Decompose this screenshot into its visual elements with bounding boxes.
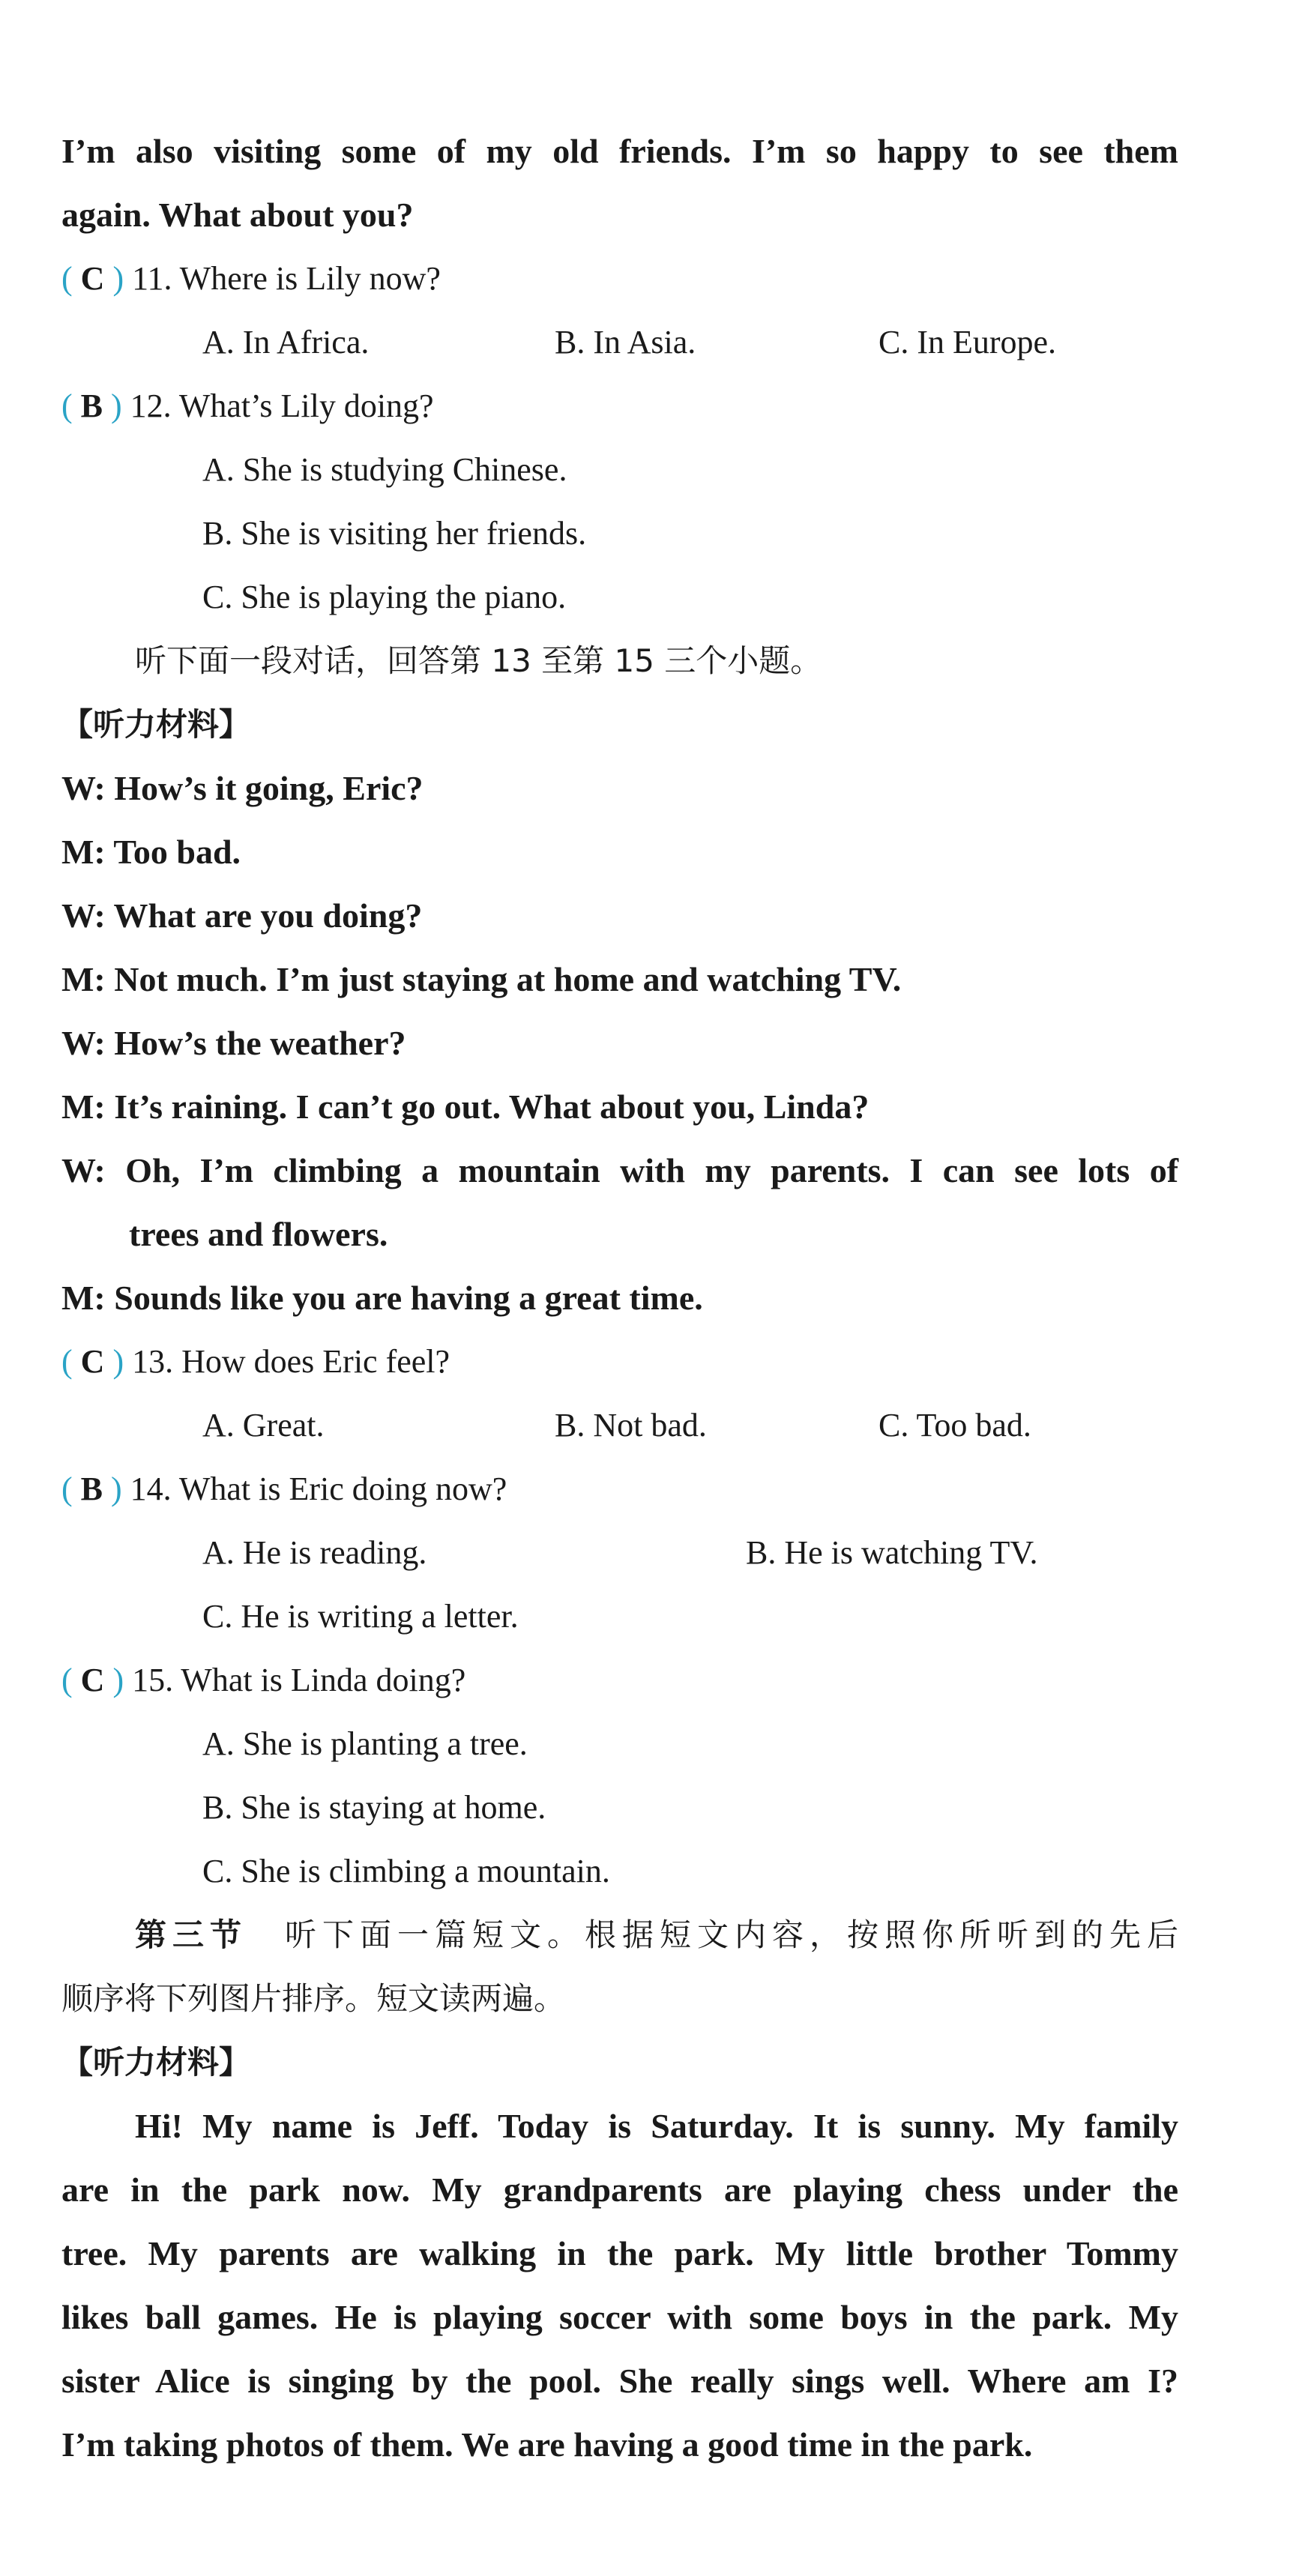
answer-bracket: ( B ) <box>61 1471 122 1507</box>
q15-option-b: B. She is staying at home. <box>202 1789 546 1826</box>
question-11 <box>61 256 1178 301</box>
dialogue-text: It’s raining. I can’t go out. What about you, Linda? <box>114 1088 870 1126</box>
dialogue-text: How’s it going, Eric? <box>114 769 424 807</box>
question-13-stem: 13. How does Eric feel? <box>132 1343 450 1380</box>
q15-option-c: C. She is climbing a mountain. <box>202 1853 610 1889</box>
q13-option-a: A. Great. <box>202 1407 325 1444</box>
q12-option-b: B. She is visiting her friends. <box>202 515 587 552</box>
answer-bracket: ( B ) <box>61 387 122 424</box>
q12-option-a: A. She is studying Chinese. <box>202 451 567 488</box>
dialogue-text: Oh, I’m climbing a mountain with my parents. I can see lots of <box>125 1151 1179 1189</box>
speaker: W: <box>61 769 106 807</box>
part3-label: 第三节 <box>135 1916 247 1953</box>
passage-line-4: likes ball games. He is playing soccer with some boys in the park. My <box>61 2298 1178 2336</box>
passage-line-2: are in the park now. My grandparents are playing chess under the <box>61 2171 1178 2209</box>
speaker: M: <box>61 960 106 998</box>
dialogue-line-8 <box>61 1276 1178 1321</box>
q11-option-b: B. In Asia. <box>555 324 696 361</box>
q11-option-c: C. In Europe. <box>878 324 1057 361</box>
dialogue-line-4 <box>61 957 1178 1002</box>
part3-instruction: 听下面一篇短文。根据短文内容，按照你所听到的先后 <box>285 1916 1178 1953</box>
passage-line-1: Hi! My name is Jeff. Today is Saturday. It is sunny. My family <box>135 2107 1178 2145</box>
question-11-stem: 11. Where is Lily now? <box>132 260 441 297</box>
answer-bracket: ( C ) <box>61 1662 124 1698</box>
dialogue-line-1 <box>61 766 1178 811</box>
intro-line-1: I’m also visiting some of my old friends. I’m so happy to see them <box>61 132 1178 170</box>
dialogue-text: What are you doing? <box>113 896 423 935</box>
speaker: W: <box>61 1024 106 1062</box>
answer-15: C <box>80 1662 105 1698</box>
q14-option-b: B. He is watching TV. <box>746 1534 1038 1571</box>
q13-option-b: B. Not bad. <box>555 1407 707 1444</box>
part3-instruction-line-1 <box>135 1913 1178 1958</box>
part3-instruction-line-2: 顺序将下列图片排序。短文读两遍。 <box>61 1980 566 2017</box>
dialogue-line-5 <box>61 1021 1178 1066</box>
q14-option-c: C. He is writing a letter. <box>202 1598 519 1635</box>
dialogue-text: Sounds like you are having a great time. <box>114 1279 703 1317</box>
question-12 <box>61 384 1178 429</box>
speaker: M: <box>61 1279 106 1317</box>
material-label-1: 【听力材料】 <box>61 706 251 743</box>
dialogue-text: How’s the weather? <box>114 1024 406 1062</box>
q13-option-c: C. Too bad. <box>878 1407 1031 1444</box>
question-14 <box>61 1467 1178 1512</box>
dialogue-line-2 <box>61 830 1178 875</box>
q15-option-a: A. She is planting a tree. <box>202 1725 528 1762</box>
q14-option-a: A. He is reading. <box>202 1534 427 1571</box>
q12-option-c: C. She is playing the piano. <box>202 579 567 615</box>
answer-bracket: ( C ) <box>61 260 124 297</box>
dialogue-text: Too bad. <box>113 833 241 871</box>
dialogue-line-6 <box>61 1085 1178 1129</box>
dialogue-line-7 <box>61 1148 1178 1193</box>
question-13 <box>61 1339 1178 1384</box>
passage-line-5: sister Alice is singing by the pool. She really sings well. Where am I? <box>61 2362 1178 2400</box>
speaker: M: <box>61 833 106 871</box>
dialogue-line-3 <box>61 893 1178 938</box>
intro-line-2: again. What about you? <box>61 196 414 234</box>
question-15 <box>61 1658 1178 1703</box>
answer-11: C <box>80 260 105 297</box>
dialogue-line-7-cont: trees and flowers. <box>129 1215 388 1253</box>
question-12-stem: 12. What’s Lily doing? <box>130 387 434 424</box>
dialogue-text: Not much. I’m just staying at home and watching TV. <box>114 960 902 998</box>
answer-bracket: ( C ) <box>61 1343 124 1380</box>
answer-14: B <box>80 1471 103 1507</box>
q11-option-a: A. In Africa. <box>202 324 370 361</box>
section-instruction-1: 听下面一段对话，回答第 13 至第 15 三个小题。 <box>135 642 822 679</box>
speaker: W: <box>61 1151 106 1189</box>
answer-12: B <box>80 387 103 424</box>
question-15-stem: 15. What is Linda doing? <box>132 1662 466 1698</box>
question-14-stem: 14. What is Eric doing now? <box>130 1471 507 1507</box>
passage-line-6: I’m taking photos of them. We are having a good time in the park. <box>61 2425 1033 2464</box>
material-label-2: 【听力材料】 <box>61 2044 251 2081</box>
speaker: W: <box>61 896 106 935</box>
answer-13: C <box>80 1343 105 1380</box>
passage-line-3: tree. My parents are walking in the park. My little brother Tommy <box>61 2234 1178 2272</box>
speaker: M: <box>61 1088 106 1126</box>
